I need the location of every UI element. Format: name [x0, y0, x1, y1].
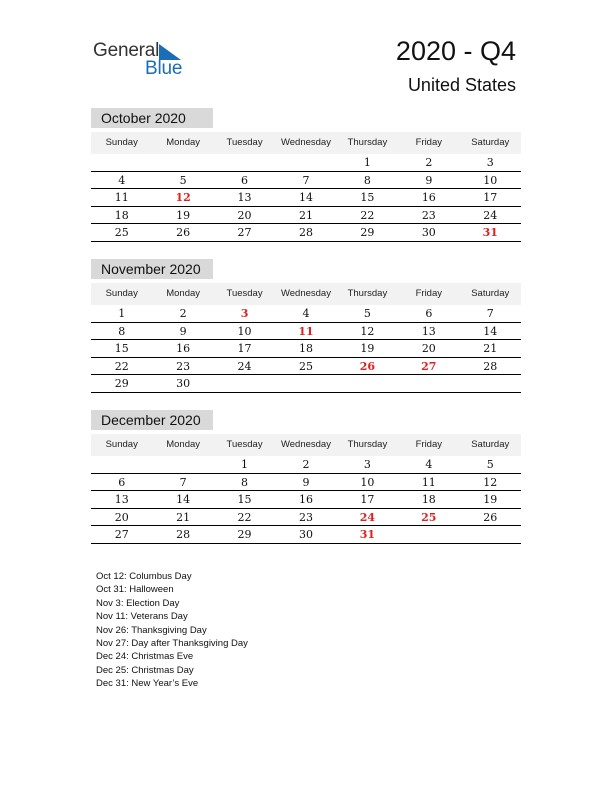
day-cell: 14	[298, 191, 313, 204]
day-cell: 7	[302, 173, 310, 187]
day-cell: 18	[421, 493, 436, 506]
month-title: October 2020	[91, 108, 213, 128]
weekday-label: Tuesday	[226, 137, 263, 148]
week-row	[91, 509, 521, 527]
holiday-day-cell: 11	[298, 324, 314, 338]
day-cell: 25	[298, 359, 313, 373]
day-cell: 28	[483, 359, 498, 373]
day-cell: 27	[114, 528, 129, 541]
logo-blue-text: Blue	[145, 58, 183, 79]
weekday-label: Wednesday	[280, 137, 331, 148]
day-cell: 26	[483, 510, 498, 524]
week-row	[91, 172, 521, 190]
day-cell: 2	[425, 156, 433, 169]
week-row	[91, 154, 521, 172]
day-cell: 5	[363, 307, 371, 320]
day-cell: 20	[237, 208, 252, 222]
holiday-day-cell: 25	[421, 510, 437, 524]
empty-day-cell	[91, 456, 152, 473]
day-cell: 30	[176, 377, 191, 390]
day-cell: 27	[237, 226, 252, 239]
month-december	[91, 410, 521, 544]
holiday-list-item: Oct 12: Columbus Day	[96, 571, 192, 582]
page-title: 2020 - Q4	[395, 36, 516, 66]
week-row	[91, 456, 521, 474]
logo	[93, 40, 193, 80]
day-cell: 13	[421, 324, 436, 338]
week-row	[91, 526, 521, 544]
day-cell: 24	[237, 359, 252, 373]
empty-day-cell	[214, 154, 275, 171]
week-row	[91, 323, 521, 341]
holiday-day-cell: 12	[175, 191, 191, 204]
day-cell: 20	[114, 510, 129, 524]
day-cell: 22	[114, 359, 129, 373]
holiday-list-item: Nov 3: Election Day	[96, 597, 180, 609]
week-row	[91, 189, 521, 207]
weekday-label: Tuesday	[226, 439, 263, 450]
day-cell: 9	[179, 324, 187, 338]
day-cell: 13	[237, 191, 252, 204]
day-cell: 26	[176, 226, 191, 239]
day-cell: 2	[302, 458, 310, 471]
weekday-label: Sunday	[105, 288, 138, 299]
day-cell: 23	[176, 359, 191, 373]
weekday-label: Monday	[166, 137, 201, 148]
holiday-list-item: Nov 27: Day after Thanksgiving Day	[96, 637, 248, 649]
week-row	[91, 474, 521, 492]
day-cell: 6	[425, 307, 433, 320]
day-cell: 22	[360, 208, 375, 222]
day-cell: 21	[176, 510, 191, 524]
empty-day-cell	[152, 456, 213, 473]
week-row	[91, 491, 521, 509]
weekday-label: Sunday	[105, 137, 138, 148]
day-cell: 18	[114, 208, 129, 222]
day-cell: 21	[483, 342, 498, 355]
day-cell: 4	[118, 173, 126, 187]
day-cell: 19	[176, 208, 191, 222]
day-cell: 14	[483, 324, 498, 338]
week-row	[91, 305, 521, 323]
holiday-day-cell: 24	[359, 510, 376, 524]
weekday-label: Saturday	[471, 439, 510, 450]
day-cell: 19	[483, 493, 498, 506]
day-cell: 18	[298, 342, 313, 355]
day-cell: 11	[421, 475, 436, 489]
day-cell: 2	[179, 307, 187, 320]
day-cell: 1	[241, 458, 249, 471]
holiday-day-cell: 27	[421, 359, 437, 373]
day-cell: 25	[114, 226, 129, 239]
weekday-label: Saturday	[471, 137, 510, 148]
day-cell: 1	[363, 156, 371, 169]
holiday-list-item: Oct 31: Halloween	[96, 584, 174, 596]
weekday-label: Monday	[166, 439, 201, 450]
day-cell: 24	[483, 208, 498, 222]
logo-general-text: General	[93, 40, 160, 61]
empty-day-cell	[460, 526, 521, 543]
day-cell: 12	[360, 324, 375, 338]
day-cell: 4	[425, 458, 433, 471]
empty-day-cell	[398, 526, 459, 543]
day-cell: 8	[363, 173, 371, 187]
month-october	[91, 108, 521, 242]
day-cell: 16	[421, 191, 436, 204]
country-name: United States	[407, 75, 516, 95]
day-cell: 20	[421, 342, 436, 355]
day-cell: 12	[483, 475, 498, 489]
day-cell: 4	[302, 307, 310, 320]
weekday-label: Tuesday	[226, 288, 263, 299]
day-cell: 7	[179, 475, 187, 489]
day-cell: 28	[298, 226, 313, 239]
day-cell: 11	[114, 191, 129, 204]
day-cell: 9	[425, 173, 433, 187]
empty-day-cell	[460, 375, 521, 392]
day-cell: 17	[483, 191, 498, 204]
day-cell: 10	[483, 173, 498, 187]
day-cell: 17	[360, 493, 375, 506]
empty-day-cell	[337, 375, 398, 392]
week-row	[91, 340, 521, 358]
day-cell: 6	[118, 475, 126, 489]
month-november	[91, 259, 521, 393]
week-row	[91, 224, 521, 242]
holiday-day-cell: 31	[482, 226, 498, 239]
holiday-day-cell: 3	[240, 307, 249, 320]
week-row	[91, 358, 521, 376]
empty-day-cell	[214, 375, 275, 392]
day-cell: 29	[114, 377, 129, 390]
weekday-label: Monday	[166, 288, 201, 299]
empty-day-cell	[152, 154, 213, 171]
day-cell: 8	[241, 475, 249, 489]
weekday-header-row	[91, 132, 521, 154]
weekday-label: Friday	[415, 439, 443, 450]
day-cell: 23	[421, 208, 436, 222]
week-row	[91, 207, 521, 225]
weekday-label: Saturday	[471, 288, 510, 299]
weekday-label: Sunday	[105, 439, 138, 450]
empty-day-cell	[275, 375, 336, 392]
day-cell: 30	[421, 226, 436, 239]
month-title: December 2020	[91, 410, 213, 430]
holiday-list-item: Nov 26: Thanksgiving Day	[96, 624, 207, 636]
day-cell: 5	[179, 173, 187, 187]
weekday-label: Thursday	[347, 137, 388, 148]
holiday-list-item: Dec 25: Christmas Day	[96, 664, 194, 676]
day-cell: 30	[298, 528, 313, 541]
day-cell: 3	[363, 458, 371, 471]
day-cell: 10	[360, 475, 375, 489]
day-cell: 5	[486, 458, 494, 471]
day-cell: 22	[237, 510, 252, 524]
holiday-list-item: Nov 11: Veterans Day	[96, 611, 188, 623]
day-cell: 29	[360, 226, 375, 239]
day-cell: 16	[176, 342, 191, 355]
day-cell: 10	[237, 324, 252, 338]
weekday-label: Thursday	[347, 439, 388, 450]
day-cell: 21	[298, 208, 313, 222]
day-cell: 13	[114, 493, 129, 506]
weekday-header-row	[91, 434, 521, 456]
month-title: November 2020	[91, 259, 213, 279]
empty-day-cell	[91, 154, 152, 171]
day-cell: 9	[302, 475, 310, 489]
day-cell: 28	[176, 528, 191, 541]
holiday-list	[96, 570, 248, 691]
day-cell: 29	[237, 528, 252, 541]
day-cell: 15	[114, 342, 129, 355]
day-cell: 16	[298, 493, 313, 506]
day-cell: 19	[360, 342, 375, 355]
day-cell: 17	[237, 342, 252, 355]
weekday-label: Wednesday	[280, 288, 331, 299]
weekday-label: Wednesday	[280, 439, 331, 450]
day-cell: 7	[486, 307, 494, 320]
holiday-day-cell: 26	[359, 359, 376, 373]
weekday-label: Friday	[415, 288, 443, 299]
day-cell: 15	[237, 493, 252, 506]
day-cell: 3	[486, 156, 494, 169]
day-cell: 14	[176, 493, 191, 506]
day-cell: 23	[298, 510, 313, 524]
week-row	[91, 375, 521, 393]
holiday-list-item: Dec 24: Christmas Eve	[96, 651, 194, 663]
day-cell: 1	[118, 307, 126, 320]
holiday-day-cell: 31	[359, 528, 376, 541]
empty-day-cell	[398, 375, 459, 392]
weekday-label: Friday	[415, 137, 443, 148]
day-cell: 15	[360, 191, 375, 204]
day-cell: 8	[118, 324, 126, 338]
empty-day-cell	[275, 154, 336, 171]
weekday-header-row	[91, 283, 521, 305]
day-cell: 6	[241, 173, 249, 187]
holiday-list-item: Dec 31: New Year’s Eve	[96, 678, 199, 690]
weekday-label: Thursday	[347, 288, 388, 299]
